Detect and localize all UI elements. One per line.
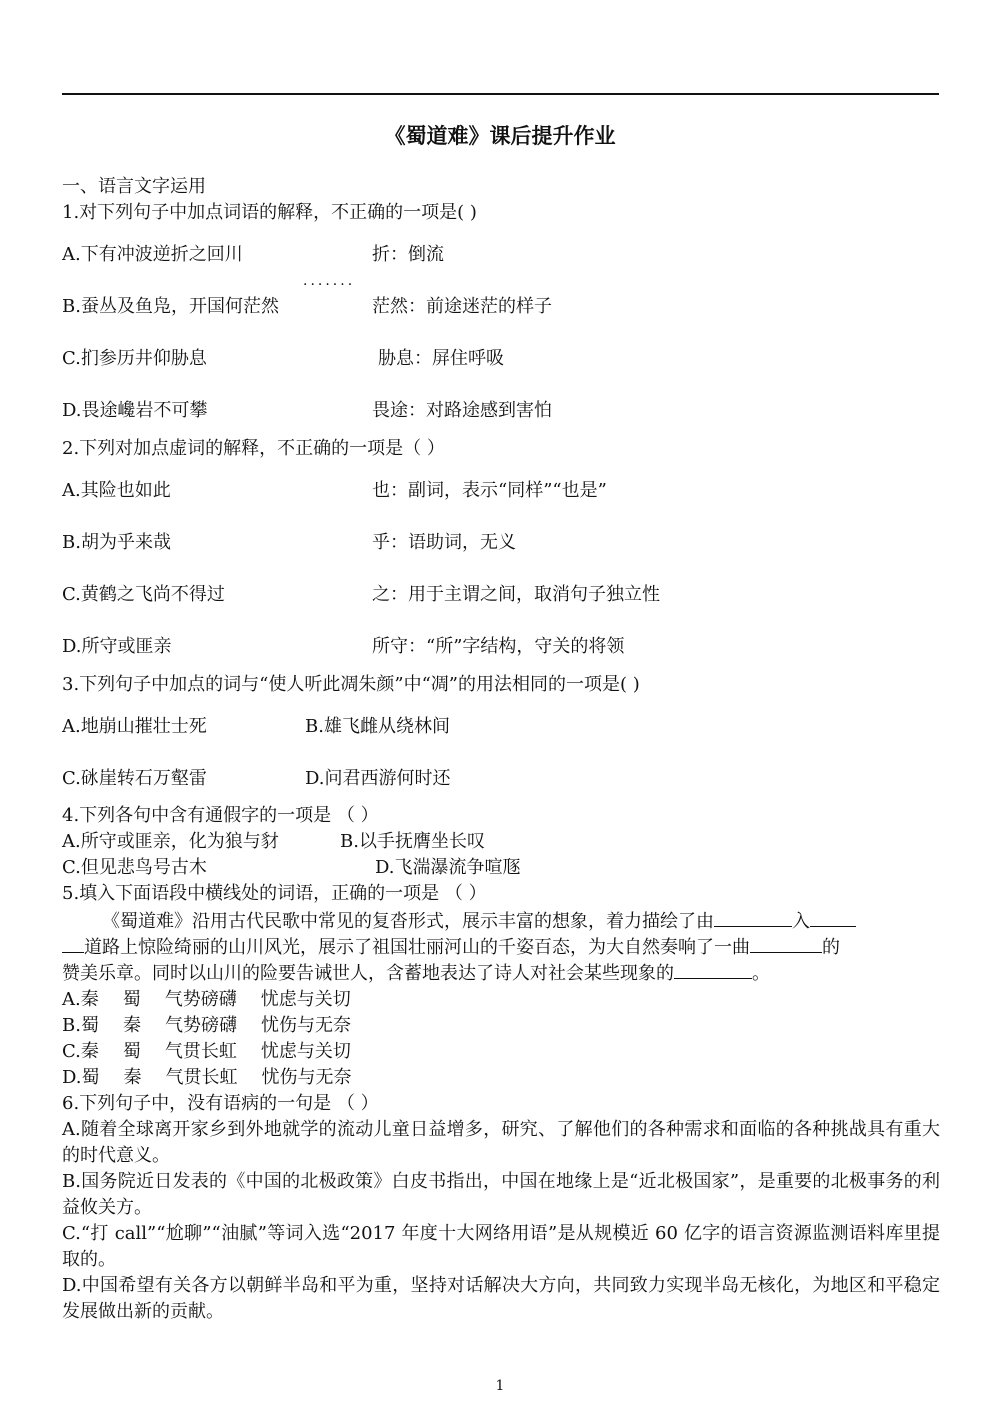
q1-option-b: B.蚕丛及鱼凫，开国何茫然: [62, 296, 279, 317]
q5-option-d: [62, 1066, 352, 1090]
q1-option-a-explanation: 折：倒流: [372, 244, 444, 265]
q4-option-b: B.以手抚膺坐长叹: [340, 831, 485, 852]
q1-option-c-explanation: 胁息：屏住呼吸: [378, 348, 504, 369]
q5-option-word: 忧虑与关切: [260, 1041, 351, 1062]
q2-option-a-explanation: 也：副词，表示“同样”“也是”: [372, 480, 607, 501]
q5-option-word: 气势磅礴: [164, 989, 237, 1010]
q5-option-word: 忧虑与关切: [260, 989, 351, 1010]
emphasis-dots: ·······: [303, 277, 356, 293]
q5-stem: 5.填入下面语段中横线处的词语，正确的一项是 （ ）: [62, 883, 487, 904]
q5-option-word: 气势磅礴: [164, 1015, 237, 1036]
q5-passage-text: 《蜀道难》沿用古代民歌中常见的复沓形式，展示丰富的想象，着力描绘了由: [102, 911, 714, 932]
q5-option-word: 秦: [122, 1015, 141, 1036]
q1-stem: 1.对下列句子中加点词语的解释，不正确的一项是( ): [62, 202, 477, 223]
q5-option-word: B.蜀: [62, 1015, 99, 1036]
q4-stem: 4.下列各句中含有通假字的一项是 （ ）: [62, 805, 379, 826]
q5-option-b: [62, 1014, 351, 1038]
q5-option-word: A.秦: [62, 989, 99, 1010]
q5-option-word: D.蜀: [62, 1067, 100, 1088]
q2-option-d: D.所守或匪亲: [62, 636, 172, 657]
q6-option-d: D.中国希望有关各方以朝鲜半岛和平为重，坚持对话解决大方向，共同致力实现半岛无核化，为地区和平稳定发展做出新的贡献。: [62, 1275, 940, 1322]
q6-stem: 6.下列句子中，没有语病的一句是 （ ）: [62, 1093, 379, 1114]
q2-option-a: A.其险也如此: [62, 480, 171, 501]
q1-option-b-explanation: 茫然：前途迷茫的样子: [372, 296, 552, 317]
q5-passage-text: 入: [792, 911, 810, 932]
q5-option-word: 气贯长虹: [164, 1041, 237, 1062]
q2-stem: 2.下列对加点虚词的解释，不正确的一项是（ ）: [62, 438, 445, 459]
header-rule: [62, 93, 939, 95]
fill-blank[interactable]: [714, 908, 792, 927]
q5-option-c: [62, 1040, 351, 1064]
q3-option-c: C.砯崖转石万壑雷: [62, 768, 207, 789]
q2-option-b-explanation: 乎：语助词，无义: [372, 532, 516, 553]
q5-passage-text: 的: [822, 937, 840, 958]
q5-option-word: 气贯长虹: [165, 1067, 238, 1088]
q5-passage-text: 道路上惊险绮丽的山川风光，展示了祖国壮丽河山的千姿百态，为大自然奏响了一曲: [84, 937, 750, 958]
q6-option-c: C.“打 call”“尬聊”“油腻”等词入选“2017 年度十大网络用语”是从规模近 60 亿字的语言资源监测语料库里提取的。: [62, 1223, 940, 1270]
q5-passage-line-3: [62, 960, 770, 986]
q4-option-c: C.但见悲鸟号古木: [62, 857, 207, 878]
q5-option-word: 秦: [123, 1067, 142, 1088]
q5-option-word: 蜀: [122, 989, 141, 1010]
q1-option-c: C.扪参历井仰胁息: [62, 348, 207, 369]
q1-option-a: A.下有冲波逆折之回川: [62, 244, 243, 265]
q3-option-d: D.问君西游何时还: [305, 768, 451, 789]
q1-option-d: D.畏途巉岩不可攀: [62, 400, 208, 421]
q2-option-d-explanation: 所守：“所”字结构，守关的将领: [372, 636, 625, 657]
q4-option-a: A.所守或匪亲，化为狼与豺: [62, 831, 279, 852]
q2-option-c-explanation: 之：用于主谓之间，取消句子独立性: [372, 584, 660, 605]
q5-passage-line-2: [62, 934, 840, 960]
q5-option-word: 忧伤与无奈: [261, 1067, 352, 1088]
q5-passage-text: 。: [752, 963, 770, 984]
fill-blank[interactable]: [810, 908, 856, 927]
q5-option-word: 忧伤与无奈: [260, 1015, 351, 1036]
q3-option-a: A.地崩山摧壮士死: [62, 716, 207, 737]
q5-option-a: [62, 988, 351, 1012]
fill-blank[interactable]: [674, 960, 752, 979]
q5-option-word: C.秦: [62, 1041, 99, 1062]
q1-option-d-explanation: 畏途：对路途感到害怕: [372, 400, 552, 421]
q6-option-b: B.国务院近日发表的《中国的北极政策》白皮书指出，中国在地缘上是“近北极国家”，是重要的北极事务的利益攸关方。: [62, 1171, 940, 1218]
fill-blank[interactable]: [62, 934, 84, 953]
q5-option-word: 蜀: [122, 1041, 141, 1062]
q6-option-a: A.随着全球离开家乡到外地就学的流动儿童日益增多，研究、了解他们的各种需求和面临的各种挑战具有重大的时代意义。: [62, 1119, 940, 1166]
q3-option-b: B.雄飞雌从绕林间: [305, 716, 450, 737]
page-number: 1: [495, 1378, 505, 1394]
q5-passage-line-1: [102, 908, 856, 934]
fill-blank[interactable]: [750, 934, 822, 953]
page-title: 《蜀道难》课后提升作业: [384, 124, 616, 148]
q2-option-b: B.胡为乎来哉: [62, 532, 171, 553]
q2-option-c: C.黄鹤之飞尚不得过: [62, 584, 225, 605]
q5-passage-text: 赞美乐章。同时以山川的险要告诫世人，含蓄地表达了诗人对社会某些现象的: [62, 963, 674, 984]
q3-stem: 3.下列句子中加点的词与“使人听此凋朱颜”中“凋”的用法相同的一项是( ): [62, 674, 640, 695]
section-heading: 一、语言文字运用: [62, 176, 206, 197]
q4-option-d: D.飞湍瀑流争喧豗: [375, 857, 521, 878]
